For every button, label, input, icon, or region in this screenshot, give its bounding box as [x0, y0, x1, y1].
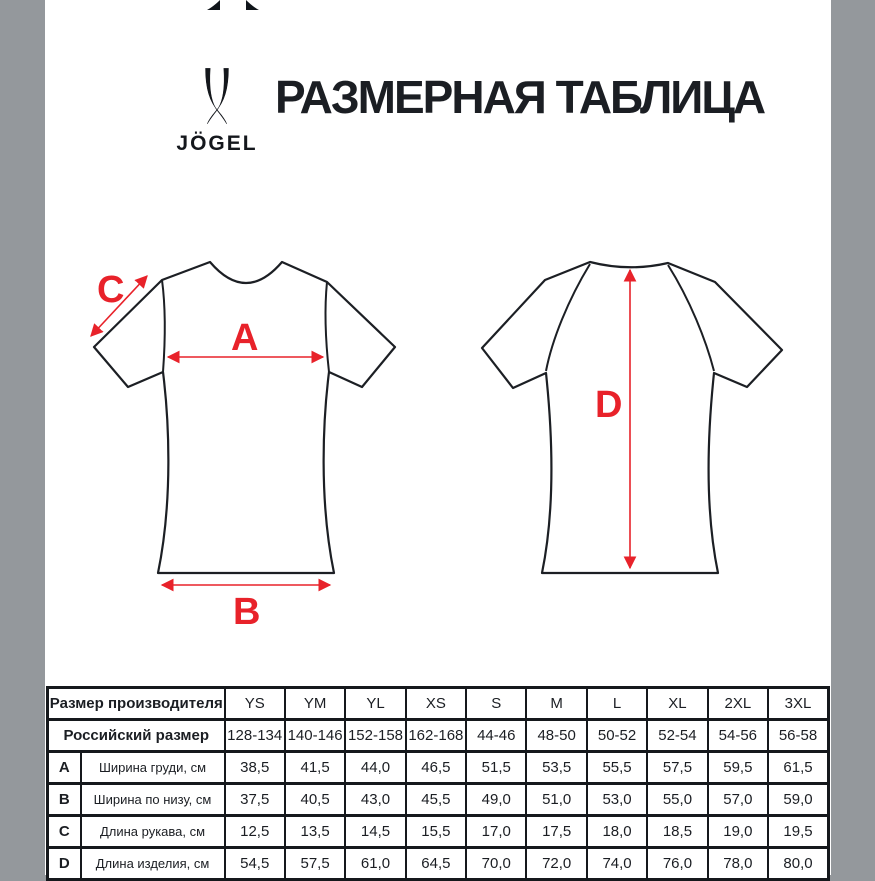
measurement-value-cell: 53,0 — [587, 784, 647, 816]
tshirt-front-diagram — [77, 250, 419, 628]
measurement-value-cell: 17,5 — [526, 816, 586, 848]
measurement-value-cell: 54,5 — [225, 848, 285, 880]
measurement-value-cell: 59,0 — [768, 784, 828, 816]
russian-size-cell: 48-50 — [526, 720, 586, 752]
measurement-value-cell: 57,5 — [647, 752, 707, 784]
tshirt-front-outline — [94, 262, 395, 573]
page-title: РАЗМЕРНАЯ ТАБЛИЦА — [275, 71, 765, 123]
measurement-value-cell: 51,0 — [526, 784, 586, 816]
measurement-value-cell: 12,5 — [225, 816, 285, 848]
sleeve-length-label: C — [97, 269, 125, 311]
russian-size-header: Российский размер — [48, 720, 225, 752]
measurement-value-cell: 51,5 — [466, 752, 526, 784]
measurement-label-cell: Длина рукава, см — [81, 816, 225, 848]
measurement-value-cell: 76,0 — [647, 848, 707, 880]
tshirt-back-diagram — [460, 250, 790, 585]
measurement-value-cell: 80,0 — [768, 848, 828, 880]
measurement-label-cell: Ширина по низу, см — [81, 784, 225, 816]
measurement-value-cell: 64,5 — [406, 848, 466, 880]
measurement-value-cell: 38,5 — [225, 752, 285, 784]
russian-size-cell: 44-46 — [466, 720, 526, 752]
measurement-value-cell: 78,0 — [708, 848, 768, 880]
measurement-value-cell: 17,0 — [466, 816, 526, 848]
maker-size-header: Размер производителя — [48, 688, 225, 720]
measurement-value-cell: 57,0 — [708, 784, 768, 816]
measurement-value-cell: 18,0 — [587, 816, 647, 848]
measurement-value-cell: 57,5 — [285, 848, 345, 880]
maker-size-cell: 3XL — [768, 688, 828, 720]
measurement-value-cell: 41,5 — [285, 752, 345, 784]
garment-length-label: D — [595, 384, 623, 426]
maker-size-cell: 2XL — [708, 688, 768, 720]
measurement-row — [48, 816, 829, 848]
measurement-value-cell: 49,0 — [466, 784, 526, 816]
measurement-value-cell: 55,5 — [587, 752, 647, 784]
measurement-value-cell: 44,0 — [345, 752, 405, 784]
brand-logo — [167, 68, 267, 156]
measurement-value-cell: 74,0 — [587, 848, 647, 880]
measurement-row — [48, 784, 829, 816]
measurement-value-cell: 19,5 — [768, 816, 828, 848]
maker-size-row — [48, 688, 829, 720]
measurement-value-cell: 53,5 — [526, 752, 586, 784]
measurement-letter-cell: A — [48, 752, 81, 784]
measurement-value-cell: 55,0 — [647, 784, 707, 816]
russian-size-cell: 50-52 — [587, 720, 647, 752]
measurement-letter-cell: B — [48, 784, 81, 816]
measurement-value-cell: 13,5 — [285, 816, 345, 848]
russian-size-cell: 152-158 — [345, 720, 405, 752]
size-chart-page — [45, 0, 831, 875]
measurement-value-cell: 14,5 — [345, 816, 405, 848]
russian-size-row — [48, 720, 829, 752]
russian-size-cell: 162-168 — [406, 720, 466, 752]
russian-size-cell: 56-58 — [768, 720, 828, 752]
maker-size-cell: XL — [647, 688, 707, 720]
measurement-value-cell: 61,5 — [768, 752, 828, 784]
maker-size-cell: L — [587, 688, 647, 720]
measurement-value-cell: 45,5 — [406, 784, 466, 816]
russian-size-cell: 128-134 — [225, 720, 285, 752]
russian-size-cell: 140-146 — [285, 720, 345, 752]
measurement-value-cell: 40,5 — [285, 784, 345, 816]
chest-width-label: A — [231, 317, 259, 359]
jogel-logo-icon — [197, 68, 237, 126]
maker-size-cell: S — [466, 688, 526, 720]
maker-size-cell: YS — [225, 688, 285, 720]
measurement-value-cell: 19,0 — [708, 816, 768, 848]
measurement-value-cell: 15,5 — [406, 816, 466, 848]
measurement-value-cell: 59,5 — [708, 752, 768, 784]
tshirt-back-outline — [482, 262, 782, 573]
russian-size-cell: 54-56 — [708, 720, 768, 752]
measurement-value-cell: 72,0 — [526, 848, 586, 880]
russian-size-cell: 52-54 — [647, 720, 707, 752]
measurement-row — [48, 752, 829, 784]
size-table-container — [46, 686, 830, 881]
bottom-width-arrow — [162, 585, 330, 628]
measurement-value-cell: 61,0 — [345, 848, 405, 880]
maker-size-cell: M — [526, 688, 586, 720]
measurement-letter-cell: D — [48, 848, 81, 880]
maker-size-cell: YL — [345, 688, 405, 720]
measurement-value-cell: 46,5 — [406, 752, 466, 784]
measurement-label-cell: Ширина груди, см — [81, 752, 225, 784]
measurement-value-cell: 43,0 — [345, 784, 405, 816]
bottom-width-label: B — [233, 591, 261, 628]
measurement-label-cell: Длина изделия, см — [81, 848, 225, 880]
measurement-value-cell: 18,5 — [647, 816, 707, 848]
size-table — [46, 686, 830, 881]
maker-size-cell: YM — [285, 688, 345, 720]
brand-name: JÖGEL — [176, 132, 258, 155]
measurement-value-cell: 70,0 — [466, 848, 526, 880]
measurement-letter-cell: C — [48, 816, 81, 848]
maker-size-cell: XS — [406, 688, 466, 720]
measurement-value-cell: 37,5 — [225, 784, 285, 816]
cropped-logo-tails-icon — [205, 0, 261, 10]
